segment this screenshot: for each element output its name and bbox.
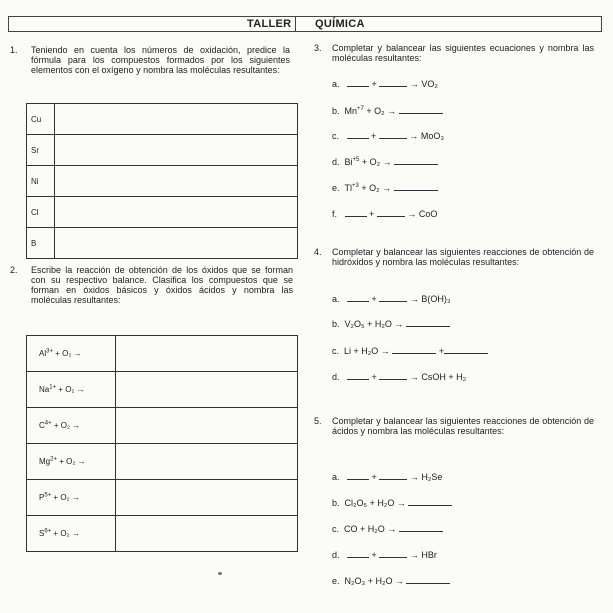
element-symbol: Na — [39, 385, 50, 394]
element-symbol: Al — [39, 349, 47, 358]
item-label: f. — [332, 209, 338, 219]
plus-sign: + — [371, 550, 377, 560]
answer-cell[interactable] — [116, 444, 298, 480]
answer-blank[interactable] — [392, 346, 436, 354]
answer-cell[interactable] — [116, 372, 298, 408]
q5-item-c — [332, 524, 443, 535]
reaction-rest: + O₂ → — [53, 421, 81, 430]
charge: 6+ — [44, 528, 52, 535]
table-row — [27, 166, 298, 197]
product: H₂Se — [421, 472, 443, 482]
q1-symbol-cl: Cl — [27, 197, 55, 228]
answer-cell[interactable] — [116, 516, 298, 552]
arrow-icon: → — [409, 79, 419, 89]
answer-blank[interactable] — [347, 131, 369, 139]
q4-item-a — [332, 294, 451, 305]
charge: +3 — [352, 183, 359, 189]
q5-item-e — [332, 576, 450, 587]
q3-item-d — [332, 157, 438, 168]
charge: +7 — [357, 106, 364, 112]
table-row — [27, 408, 298, 444]
header-bar — [8, 16, 602, 32]
answer-blank[interactable] — [377, 209, 405, 217]
q2-reaction — [27, 516, 116, 552]
element-symbol: C — [39, 421, 45, 430]
table-row — [27, 444, 298, 480]
q3-item-f — [332, 209, 437, 220]
product: CoO — [418, 209, 438, 219]
answer-cell[interactable] — [116, 336, 298, 372]
table-row — [27, 104, 298, 135]
charge: +5 — [352, 157, 360, 163]
arrow-icon: → — [409, 372, 419, 382]
q2-reaction — [27, 480, 116, 516]
item-label: c. — [332, 524, 340, 534]
q5-number: 5. — [314, 416, 322, 426]
table-row — [27, 197, 298, 228]
q3-item-a — [332, 79, 438, 90]
element-symbol: Bi — [344, 157, 353, 167]
q5-item-a — [332, 472, 442, 483]
answer-cell[interactable] — [55, 104, 298, 135]
q2-reaction — [27, 444, 116, 480]
q3-number: 3. — [314, 43, 322, 53]
reaction-rest: + O₂ → — [59, 457, 86, 466]
q5-item-d — [332, 550, 437, 561]
arrow-icon: → — [409, 294, 419, 304]
product: VO₂ — [421, 79, 438, 89]
q5-text: Completar y balancear las siguientes reacciones de obtención de ácidos y nombra las moléculas resultantes: — [332, 416, 594, 436]
reactants: CO + H₂O → — [344, 524, 397, 534]
q2-reaction — [27, 336, 116, 372]
answer-blank[interactable] — [379, 550, 407, 558]
answer-cell[interactable] — [55, 135, 298, 166]
q4-text: Completar y balancear las siguientes reacciones de obtención de hidróxidos y nombra las moléculas resultantes: — [332, 247, 594, 267]
q1-symbol-b: B — [27, 228, 55, 259]
answer-cell[interactable] — [116, 408, 298, 444]
q4-number: 4. — [314, 247, 322, 257]
item-label: b. — [332, 498, 340, 508]
table-row — [27, 135, 298, 166]
item-label: b. — [332, 106, 340, 116]
charge: 2+ — [50, 456, 57, 463]
answer-blank[interactable] — [444, 346, 488, 354]
element-symbol: Mn — [344, 106, 358, 116]
charge: 3+ — [46, 348, 53, 355]
q4-item-b — [332, 319, 450, 330]
q3-item-c — [332, 131, 444, 142]
reactant: + O₂ → — [366, 106, 397, 116]
answer-blank[interactable] — [394, 157, 438, 165]
answer-blank[interactable] — [406, 576, 450, 584]
answer-blank[interactable] — [345, 209, 367, 217]
product: B(OH)₃ — [421, 294, 451, 304]
q2-reaction — [27, 372, 116, 408]
charge: 5+ — [44, 492, 52, 499]
q4-item-d — [332, 372, 466, 383]
reaction-rest: + O₂ → — [53, 529, 80, 538]
answer-cell[interactable] — [55, 228, 298, 259]
answer-blank[interactable] — [399, 106, 443, 114]
answer-blank[interactable] — [408, 498, 452, 506]
product: HBr — [421, 550, 437, 560]
header-title-taller: TALLER — [247, 18, 292, 30]
item-label: c. — [332, 131, 340, 141]
answer-cell[interactable] — [55, 197, 298, 228]
answer-blank[interactable] — [347, 79, 369, 87]
plus-sign: + — [371, 472, 377, 482]
arrow-icon: → — [409, 131, 419, 141]
answer-blank[interactable] — [347, 294, 369, 302]
plus-sign: + — [438, 346, 445, 356]
reaction-rest: + O₂ → — [53, 493, 80, 502]
q2-reaction — [27, 408, 116, 444]
item-label: e. — [332, 576, 340, 586]
answer-blank[interactable] — [406, 319, 450, 327]
charge: 1+ — [49, 384, 57, 391]
arrow-icon: → — [409, 472, 419, 482]
item-label: a. — [332, 79, 340, 89]
reaction-rest: + O₂ → — [58, 385, 85, 394]
q3-item-e — [332, 183, 438, 194]
answer-blank[interactable] — [347, 472, 369, 480]
table-row — [27, 480, 298, 516]
plus-sign: + — [371, 131, 377, 141]
table-row — [27, 228, 298, 259]
table-row — [27, 516, 298, 552]
q2-table — [26, 335, 298, 552]
answer-cell[interactable] — [116, 480, 298, 516]
element-symbol: Tl — [344, 183, 353, 193]
answer-blank[interactable] — [379, 131, 407, 139]
q1-symbol-ni: Ni — [27, 166, 55, 197]
reactants: V₂O₅ + H₂O → — [344, 319, 404, 329]
reactants: Cl₂O₅ + H₂O → — [344, 498, 406, 508]
reactants: N₂O₃ + H₂O → — [344, 576, 404, 586]
element-symbol: P — [39, 493, 45, 502]
plus-sign: + — [371, 294, 377, 304]
reactant: + O₂ → — [361, 183, 392, 193]
q1-symbol-sr: Sr — [27, 135, 55, 166]
answer-blank[interactable] — [347, 372, 369, 380]
element-symbol: S — [39, 529, 45, 538]
item-label: e. — [332, 183, 340, 193]
q1-symbol-cu: Cu — [27, 104, 55, 135]
element-symbol: Mg — [39, 457, 51, 466]
plus-sign: + — [369, 209, 375, 219]
q2-number: 2. — [10, 265, 18, 275]
answer-blank[interactable] — [394, 183, 438, 191]
q1-table — [26, 103, 298, 259]
header-title-quimica: QUÍMICA — [315, 18, 365, 30]
answer-blank[interactable] — [347, 550, 369, 558]
product: MoO₃ — [420, 131, 445, 141]
arrow-icon: → — [407, 209, 417, 219]
table-row — [27, 336, 298, 372]
plus-sign: + — [371, 79, 377, 89]
item-label: a. — [332, 294, 340, 304]
item-label: d. — [332, 157, 340, 167]
plus-sign: + — [371, 372, 377, 382]
answer-cell[interactable] — [55, 166, 298, 197]
answer-blank[interactable] — [379, 472, 407, 480]
item-label: d. — [332, 372, 340, 382]
charge: 4+ — [44, 420, 52, 427]
reaction-rest: + O₂ → — [55, 349, 82, 358]
q1-text: Teniendo en cuenta los números de oxidación, predice la fórmula para los compuestos formados por los siguientes elementos con el oxígeno y nombra las moléculas resultantes: — [31, 45, 290, 75]
q5-item-b — [332, 498, 452, 509]
arrow-icon: → — [409, 550, 419, 560]
q2-text: Escribe la reacción de obtención de los óxidos que se forman con su respectivo balance. Clasifica los compuestos que se forman en óxidos básicos y óxidos ácidos y nombra las moléculas resultantes: — [31, 265, 293, 305]
scan-speck — [218, 572, 222, 575]
answer-blank[interactable] — [379, 294, 407, 302]
q1-number: 1. — [10, 45, 18, 55]
item-label: d. — [332, 550, 340, 560]
answer-blank[interactable] — [399, 524, 443, 532]
reactant: + O₂ → — [361, 157, 392, 167]
q3-item-b — [332, 106, 443, 117]
item-label: a. — [332, 472, 340, 482]
item-label: c. — [332, 346, 340, 356]
item-label: b. — [332, 319, 340, 329]
answer-blank[interactable] — [379, 372, 407, 380]
product: CsOH + H₂ — [421, 372, 467, 382]
reactants: Li + H₂O → — [344, 346, 390, 356]
q3-text: Completar y balancear las siguientes ecuaciones y nombra las moléculas resultantes: — [332, 43, 594, 63]
q4-item-c — [332, 346, 488, 357]
answer-blank[interactable] — [379, 79, 407, 87]
table-row — [27, 372, 298, 408]
